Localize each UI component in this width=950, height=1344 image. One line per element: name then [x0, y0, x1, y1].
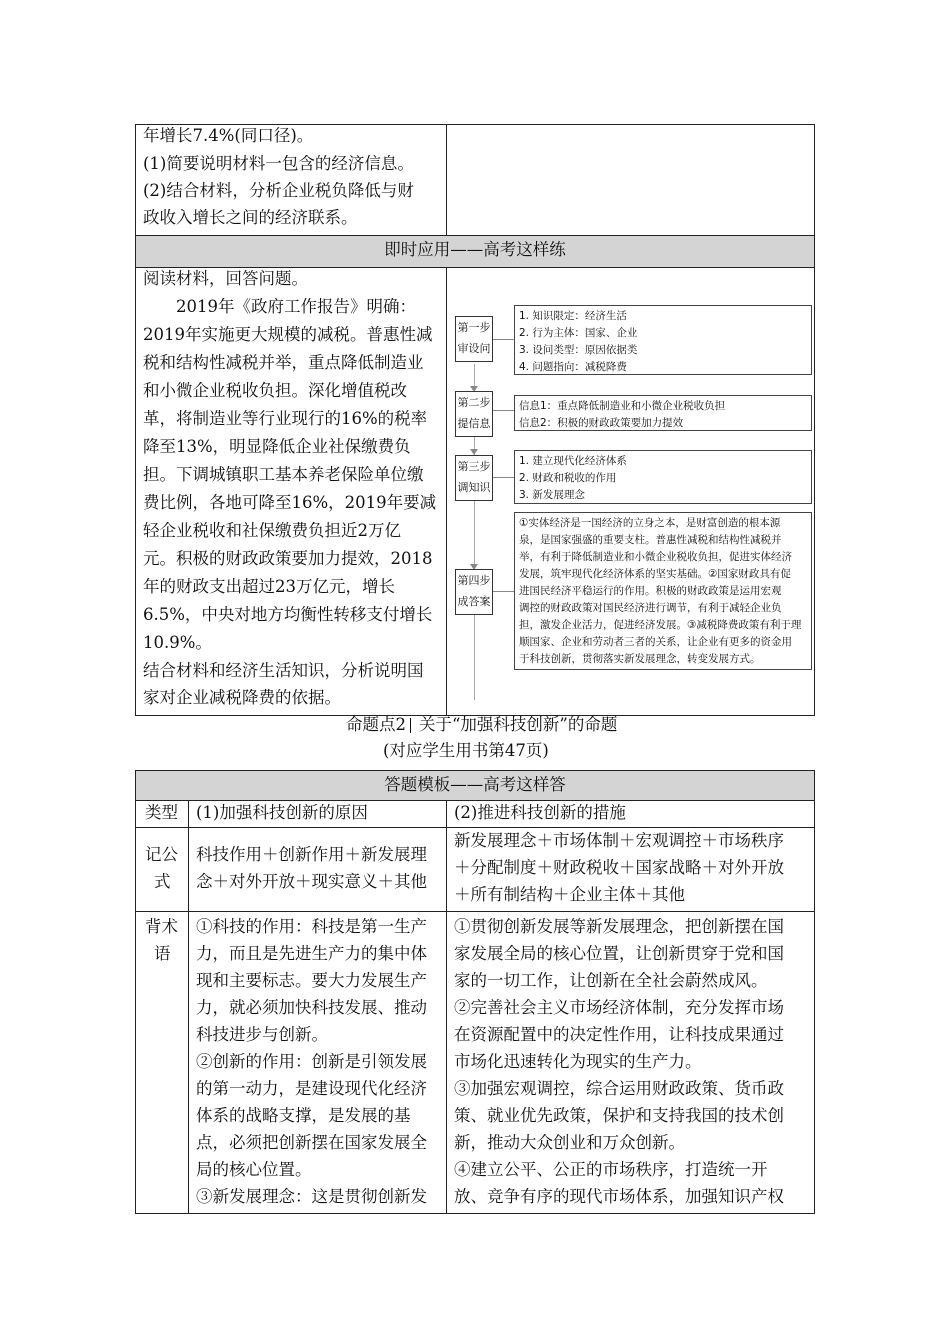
terms-measure-line: ①贯彻创新发展等新发展理念，把创新摆在国	[454, 917, 784, 936]
flow-branch-line	[493, 477, 514, 478]
question-line: (1)简要说明材料一包含的经济信息。	[143, 154, 414, 173]
terms-measure-line: 在资源配置中的决定性作用，让科技成果通过	[454, 1025, 784, 1044]
step-action: 调知识	[457, 481, 491, 494]
reading-line: 10.9%。	[143, 633, 212, 652]
box-line: 2. 行为主体：国家、企业	[519, 327, 638, 339]
topic-separator	[410, 718, 411, 733]
topic-number: 命题点2	[346, 715, 406, 734]
topic-title: 关于“加强科技创新”的命题	[419, 715, 618, 734]
box-line: 信息2：积极的财政政策要加力提效	[519, 417, 684, 429]
reference-subtitle: (对应学生用书第47页)	[383, 741, 549, 760]
terms-reason-line: ①科技的作用：科技是第一生产	[196, 917, 427, 936]
reading-line: 担。下调城镇职工基本养老保险单位缴	[143, 465, 424, 484]
terms-reason-line: 力，就必须加快科技发展、推动	[196, 998, 427, 1017]
flow-step-1	[455, 316, 493, 362]
step-action: 提信息	[457, 417, 491, 430]
terms-measure-line: 新，推动大众创业和万众创新。	[454, 1133, 685, 1152]
flow-box-knowledge	[514, 450, 812, 504]
column-header-reason: (1)加强科技创新的原因	[196, 803, 368, 822]
terms-reason-line: 的第一动力，是建设现代化经济	[196, 1079, 427, 1098]
terms-measure-line: 放、竞争有序的现代市场体系，加强知识产权	[454, 1187, 784, 1206]
top-table-column-divider	[446, 124, 447, 716]
terms-reason-line: 局的核心位置。	[196, 1160, 312, 1179]
flow-step-4	[455, 569, 493, 615]
terms-reason-line: ②创新的作用：创新是引领发展	[196, 1052, 427, 1071]
terms-measure-line: 市场化迅速转化为现实的生产力。	[454, 1052, 702, 1071]
question-line: 政收入增长之间的经济联系。	[143, 208, 358, 227]
row-label-formula: 式	[154, 872, 171, 891]
terms-reason-line: 点，必须把创新摆在国家发展全	[196, 1133, 427, 1152]
step-label: 第四步	[457, 574, 491, 587]
flow-branch-line	[493, 410, 514, 411]
reading-line: 费比例，各地可降至16%，2019年要减	[143, 493, 437, 512]
terms-measure-line: ③加强宏观调控，综合运用财政政策、货币政	[454, 1079, 784, 1098]
table-column-border	[188, 800, 189, 1214]
step-label: 第三步	[457, 460, 491, 473]
flow-branch-line	[493, 591, 514, 592]
reading-line: 6.5%，中央对地方均衡性转移支付增长	[143, 605, 433, 624]
terms-reason-line: 科技进步与创新。	[196, 1025, 328, 1044]
box-line: 4. 问题指向：减税降费	[519, 361, 627, 373]
box-line: 于科技创新，贯彻落实新发展理念，转变发展方式。	[519, 653, 761, 665]
column-header-measure: (2)推进科技创新的措施	[454, 803, 626, 822]
table-column-border	[446, 800, 447, 1214]
reading-line: 轻企业税收和社保缴费负担近2万亿	[143, 521, 401, 540]
box-line: 担，激发企业活力，促进经济发展。③减税降费政策有利于理	[519, 619, 802, 631]
box-line: 发展，筑牢现代化经济体系的坚实基础。②国家财政具有促	[519, 568, 791, 580]
table-row-border	[135, 911, 815, 912]
flow-box-question-analysis	[514, 305, 812, 375]
terms-measure-line: ④建立公平、公正的市场秩序，打造统一开	[454, 1160, 768, 1179]
row-label-terms: 背术	[145, 917, 178, 936]
terms-reason-line: 现和主要标志。要大力发展生产	[196, 971, 427, 990]
section-header-top-border	[135, 235, 815, 236]
formula-measure-line: ＋所有制结构＋企业主体＋其他	[454, 885, 685, 904]
reading-line: 阅读材料，回答问题。	[143, 269, 308, 288]
terms-reason-line: 力，而且是先进生产力的集中体	[196, 944, 427, 963]
step-label: 第二步	[457, 396, 491, 409]
section-header-title: 即时应用——高考这样练	[384, 240, 566, 259]
reading-line: 革，将制造业等行业现行的16%的税率	[143, 409, 428, 428]
terms-measure-line: 家发展全局的核心位置，让创新贯穿于党和国	[454, 944, 784, 963]
reading-line: 家对企业减税降费的依据。	[143, 688, 341, 707]
flow-branch-line	[493, 339, 514, 340]
row-label-formula: 记公	[145, 845, 178, 864]
reading-line: 和小微企业税收负担。深化增值税改	[143, 381, 407, 400]
flow-box-information	[514, 395, 812, 431]
box-line: ①实体经济是一国经济的立身之本，是财富创造的根本源	[519, 517, 781, 529]
box-line: 泉，是国家强盛的重要支柱。普惠性减税和结构性减税并	[519, 534, 782, 546]
formula-measure-line: 新发展理念＋市场体制＋宏观调控＋市场秩序	[454, 831, 784, 850]
reading-line: 税和结构性减税并举，重点降低制造业	[143, 353, 424, 372]
reading-line: 元。积极的财政政策要加力提效，2018	[143, 549, 433, 568]
question-line: 年增长7.4%(同口径)。	[143, 126, 314, 145]
row-label-terms: 语	[154, 944, 171, 963]
question-line: (2)结合材料，分析企业税负降低与财	[143, 181, 414, 200]
formula-reason-line: 念＋对外开放＋现实意义＋其他	[196, 872, 427, 891]
step-action: 成答案	[457, 595, 491, 608]
terms-reason-line: ③新发展理念：这是贯彻创新发	[196, 1187, 427, 1206]
reading-line: 2019年《政府工作报告》明确：	[143, 297, 416, 316]
formula-measure-line: ＋分配制度＋财政税收＋国家战略＋对外开放	[454, 858, 784, 877]
box-line: 调控的财政政策对国民经济进行调节，有利于减轻企业负	[519, 602, 782, 614]
box-line: 举，有利于降低制造业和小微企业税收负担，促进实体经济	[519, 551, 792, 563]
flow-box-answer	[514, 512, 812, 670]
formula-reason-line: 科技作用＋创新作用＋新发展理	[196, 845, 427, 864]
box-line: 信息1：重点降低制造业和小微企业税收负担	[519, 400, 726, 412]
box-line: 3. 新发展理念	[519, 489, 585, 501]
box-line: 3. 设问类型：原因依据类	[519, 344, 638, 356]
flow-step-2	[455, 391, 493, 437]
box-line: 1. 建立现代化经济体系	[519, 455, 627, 467]
step-label: 第一步	[457, 321, 491, 334]
reading-line: 降至13%，明显降低企业社保缴费负	[143, 437, 411, 456]
template-header-title: 答题模板——高考这样答	[384, 775, 566, 794]
box-line: 2. 财政和税收的作用	[519, 472, 617, 484]
box-line: 1. 知识限定：经济生活	[519, 310, 627, 322]
box-line: 顺国家、企业和劳动者三者的关系，让企业有更多的资金用	[519, 636, 792, 648]
reading-line: 年的财政支出超过23万亿元，增长	[143, 577, 395, 596]
reading-line: 2019年实施更大规模的减税。普惠性减	[143, 325, 433, 344]
terms-measure-line: ②完善社会主义市场经济体制，充分发挥市场	[454, 998, 784, 1017]
step-action: 审设问	[457, 342, 491, 355]
terms-measure-line: 家的一切工作，让创新在全社会蔚然成风。	[454, 971, 768, 990]
topic-heading	[346, 713, 617, 737]
terms-reason-line: 体系的战略支撑，是发展的基	[196, 1106, 411, 1125]
column-header-type: 类型	[145, 803, 178, 822]
flow-step-3	[455, 455, 493, 501]
terms-measure-line: 策、就业优先政策，保护和支持我国的技术创	[454, 1106, 784, 1125]
box-line: 进国民经济平稳运行的作用。积极的财政政策是运用宏观	[519, 585, 782, 597]
reading-line: 结合材料和经济生活知识，分析说明国	[143, 661, 424, 680]
